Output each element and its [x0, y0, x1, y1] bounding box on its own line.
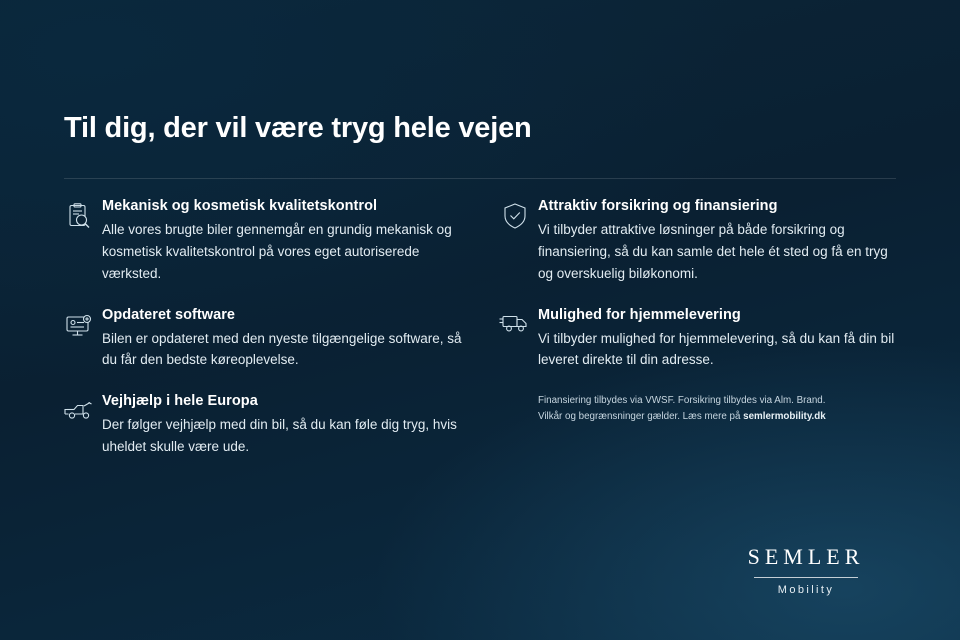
brand-logo [716, 544, 896, 596]
disclaimer-block [538, 393, 904, 425]
feature-heading: Vejhjælp i hele Europa [102, 393, 258, 410]
feature-text: Vi tilbyder mulighed for hjemmelevering, så du kan få din bil leveret direkte til din adresse. [538, 330, 895, 368]
features-columns [56, 198, 904, 480]
feature-heading: Mekanisk og kosmetisk kvalitetskontrol [102, 198, 378, 214]
brand-logo-wordmark: SEMLER [747, 544, 865, 569]
feature-item [492, 307, 904, 372]
shield-check-icon [492, 198, 538, 230]
disclaimer-line-1: Finansiering tilbydes via VWSF. Forsikring tilbydes via Alm. Brand. [538, 395, 826, 407]
disclaimer-link[interactable]: semlermobility.dk [743, 411, 826, 423]
page-title: Til dig, der vil være tryg hele vejen [64, 112, 532, 144]
feature-item [492, 198, 904, 285]
feature-heading: Opdateret software [102, 306, 236, 323]
feature-body [102, 393, 468, 458]
title-divider [64, 178, 896, 179]
feature-text: Der følger vejhjælp med din bil, så du kan føle dig tryg, hvis uheldet skulle være ude. [102, 417, 457, 455]
disclaimer-line-2 [538, 409, 904, 425]
brand-logo-rule [754, 577, 858, 578]
disclaimer-line-2-text: Vilkår og begrænsninger gælder. Læs mere på [538, 411, 744, 423]
feature-heading: Attraktiv forsikring og finansiering [538, 198, 778, 214]
feature-text: Vi tilbyder attraktive løsninger på både forsikring og finansiering, så du kan samle det hele ét sted og få en tryg og overskuelig biløkonomi. [538, 222, 888, 281]
feature-body [538, 307, 904, 372]
feature-item [56, 198, 468, 285]
feature-body [538, 198, 904, 285]
feature-item [56, 307, 468, 372]
monitor-software-icon [56, 307, 102, 341]
left-feature-column [56, 198, 468, 480]
feature-body [102, 307, 468, 372]
feature-body [102, 198, 468, 285]
right-feature-column [492, 198, 904, 480]
feature-item [56, 393, 468, 458]
feature-heading: Mulighed for hjemmelevering [538, 306, 741, 323]
delivery-truck-icon [492, 307, 538, 335]
feature-text: Alle vores brugte biler gennemgår en grundig mekanisk og kosmetisk kvalitetskontrol på vores eget autoriserede værksted. [102, 222, 452, 281]
brand-logo-subtitle: Mobility [777, 584, 835, 596]
feature-text: Bilen er opdateret med den nyeste tilgængelige software, så du får den bedste køreoplevelse. [102, 330, 462, 368]
clipboard-magnifier-icon [56, 198, 102, 232]
tow-truck-icon [56, 393, 102, 423]
